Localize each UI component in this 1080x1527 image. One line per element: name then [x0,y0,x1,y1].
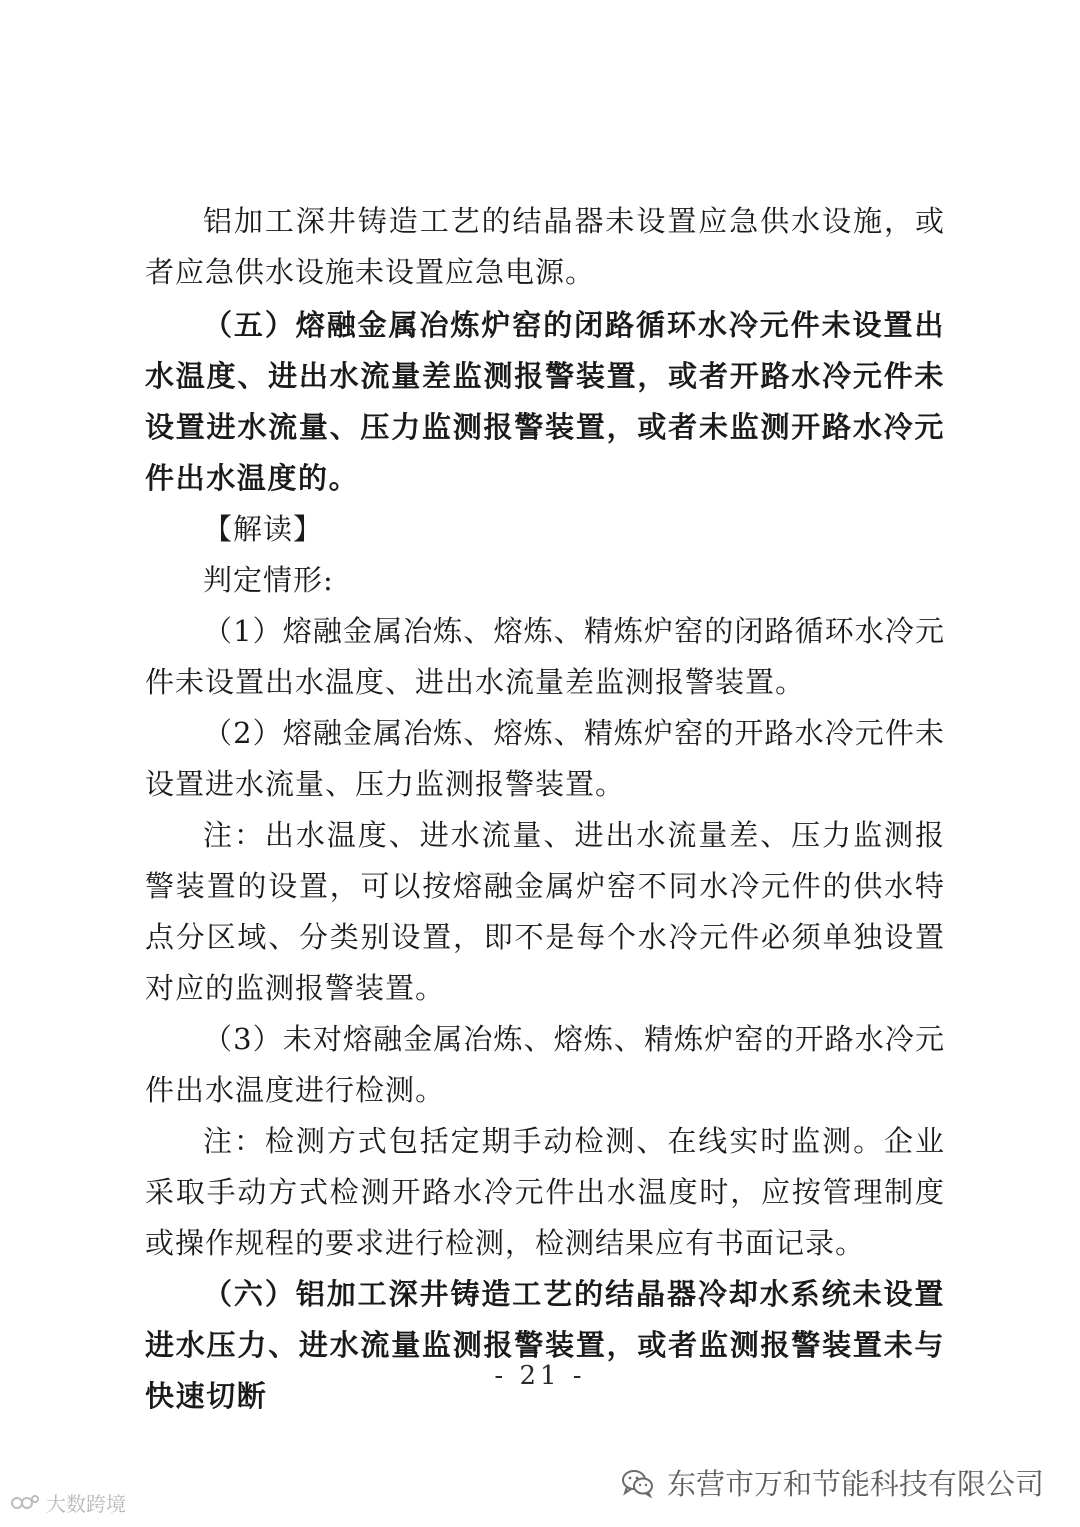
watermark [10,1488,126,1517]
paragraph-note-2: 注：检测方式包括定期手动检测、在线实时监测。企业采取手动方式检测开路水冷元件出水温度时，应按管理制度或操作规程的要求进行检测，检测结果应有书面记录。 [145,1124,945,1260]
wechat-account-brand [621,1462,1044,1503]
paragraph-section-6: （六）铝加工深井铸造工艺的结晶器冷却水系统未设置进水压力、进水流量监测报警装置，或者监测报警装置未与快速切断 [145,1277,945,1413]
document-body [145,196,945,1422]
page-number: - 21 - [494,1361,586,1391]
watermark-text: 大数跨境 [46,1492,126,1516]
wechat-icon [621,1468,655,1498]
brand-name: 东营市万和节能科技有限公司 [666,1467,1044,1501]
paragraph-case-3: （3）未对熔融金属冶炼、熔炼、精炼炉窑的开路水冷元件出水温度进行检测。 [145,1022,945,1107]
paragraph-1: 铝加工深井铸造工艺的结晶器未设置应急供水设施，或者应急供水设施未设置应急电源。 [145,204,945,289]
paragraph-note-1: 注：出水温度、进水流量、进出水流量差、压力监测报警装置的设置，可以按熔融金属炉窑不同水冷元件的供水特点分区域、分类别设置，即不是每个水冷元件必须单独设置对应的监测报警装置。 [145,818,945,1005]
paragraph-interpretation-heading: 【解读】 [203,512,324,546]
watermark-logo-icon [10,1492,40,1514]
paragraph-case-2: （2）熔融金属冶炼、熔炼、精炼炉窑的开路水冷元件未设置进水流量、压力监测报警装置。 [145,716,945,801]
paragraph-criteria-heading: 判定情形: [203,563,334,597]
paragraph-case-1: （1）熔融金属冶炼、熔炼、精炼炉窑的闭路循环水冷元件未设置出水温度、进出水流量差监测报警装置。 [145,614,945,699]
paragraph-section-5: （五）熔融金属冶炼炉窑的闭路循环水冷元件未设置出水温度、进出水流量差监测报警装置，或者开路水冷元件未设置进水流量、压力监测报警装置，或者未监测开路水冷元件出水温度的。 [145,308,945,495]
